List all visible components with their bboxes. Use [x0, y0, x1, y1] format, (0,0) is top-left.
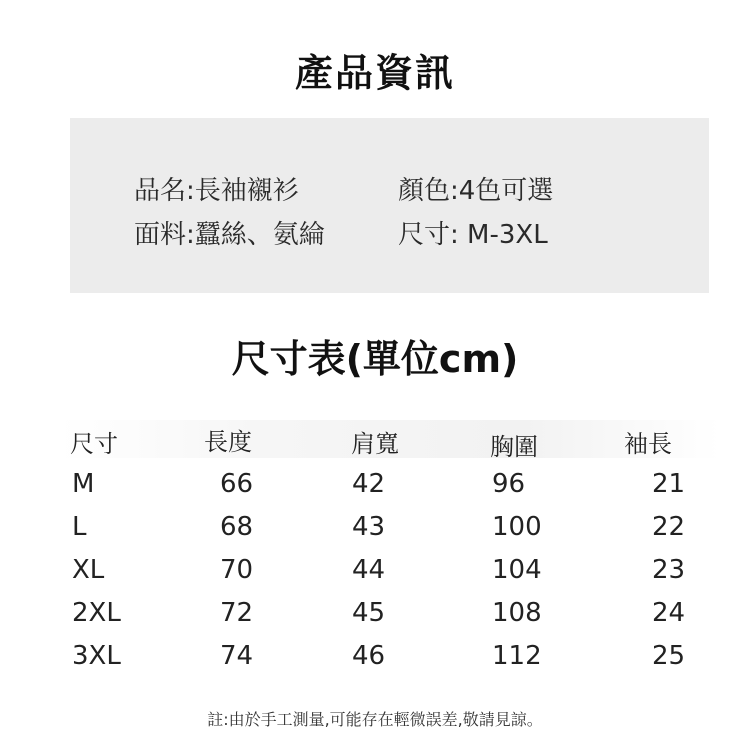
measurement-note: 註:由於手工測量,可能存在輕微誤差,敬請見諒。: [207, 710, 543, 729]
cell-shoulder: 43: [352, 512, 386, 542]
product-size-range: 尺寸: M-3XL: [398, 220, 548, 250]
header-length: 長度: [204, 428, 252, 456]
cell-shoulder: 45: [352, 598, 386, 628]
product-name: 品名:長袖襯衫: [134, 176, 299, 206]
cell-length: 70: [220, 555, 254, 585]
cell-length: 74: [220, 641, 254, 671]
product-info-box: [70, 118, 709, 293]
cell-size: M: [72, 469, 95, 499]
cell-sleeve: 25: [652, 641, 686, 671]
cell-sleeve: 23: [652, 555, 686, 585]
cell-sleeve: 24: [652, 598, 686, 628]
cell-chest: 108: [492, 598, 542, 628]
cell-size: XL: [72, 555, 105, 585]
cell-sleeve: 21: [652, 469, 686, 499]
cell-size: 3XL: [72, 641, 121, 671]
cell-chest: 100: [492, 512, 542, 542]
product-fabric: 面料:蠶絲、氨綸: [134, 220, 325, 250]
cell-shoulder: 42: [352, 469, 386, 499]
product-info-title: 產品資訊: [294, 51, 455, 95]
cell-chest: 112: [492, 641, 542, 671]
header-sleeve: 袖長: [624, 430, 672, 458]
cell-chest: 96: [492, 469, 526, 499]
product-color: 顏色:4色可選: [398, 176, 554, 206]
header-shoulder: 肩寬: [351, 430, 399, 458]
cell-shoulder: 46: [352, 641, 386, 671]
cell-length: 66: [220, 469, 254, 499]
cell-sleeve: 22: [652, 512, 686, 542]
cell-length: 68: [220, 512, 254, 542]
cell-chest: 104: [492, 555, 542, 585]
header-chest: 胸圍: [490, 433, 538, 461]
size-chart-title: 尺寸表(單位cm): [231, 337, 519, 381]
cell-length: 72: [220, 598, 254, 628]
cell-size: 2XL: [72, 598, 121, 628]
cell-size: L: [72, 512, 87, 542]
header-size: 尺寸: [70, 430, 118, 458]
cell-shoulder: 44: [352, 555, 386, 585]
